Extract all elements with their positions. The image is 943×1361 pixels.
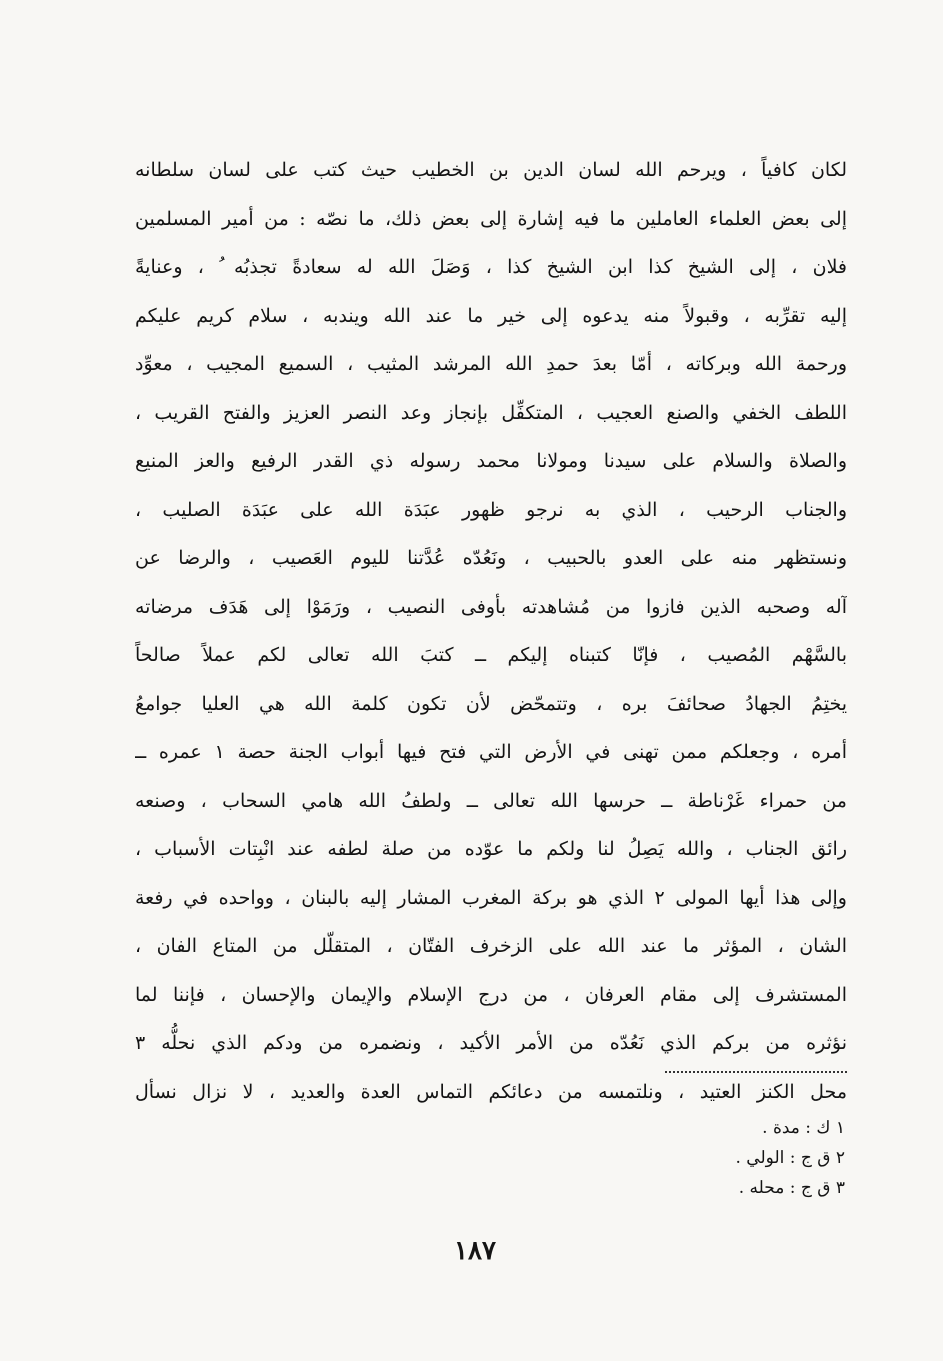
footnotes-block xyxy=(545,1113,845,1203)
text-line: والصلاة والسلام على سيدنا ومولانا محمد رسوله ذي القدر الرفيع والعز المنيع xyxy=(135,450,847,472)
text-line: ونستظهر منه على العدو بالحبيب ، ونَعُدّه عُدَّتنا لليوم العَصيب ، والرضا عن xyxy=(135,547,847,569)
text-line: إلى بعض العلماء العاملين ما فيه إشارة إلى بعض ذلك، ما نصّه : من أمير المسلمين xyxy=(135,207,847,230)
text-line: الشان ، المؤثر ما عند الله على الزخرف الفتّان ، المتقلّل من المتاع الفان ، xyxy=(135,935,847,957)
text-line: فلان ، إلى الشيخ كذا ابن الشيخ كذا ، وَصَلَ الله له سعادةً تجذبُه ُ ، وعنايةً xyxy=(135,256,847,278)
text-line: يختِمُ الجهادُ صحائفَ بره ، وتتمحّض لأن تكون كلمة الله هي العليا جوامعُ xyxy=(135,692,847,715)
text-line: نؤثره من بركم الذي نَعُدّه من الأمر الأكيد ، ونضمره من ودكم الذي نحلُّه ٣ xyxy=(135,1032,847,1054)
footnote-1: ١ ك : مدة . xyxy=(762,1118,845,1138)
text-line: اللطف الخفي والصنع العجيب ، المتكفِّل بإنجاز وعد النصر العزيز والفتح القريب ، xyxy=(135,401,847,424)
text-line: المستشرف إلى مقام العرفان ، من درج الإسلام والإيمان والإحسان ، فإننا لما xyxy=(135,983,847,1006)
main-text-block xyxy=(135,146,847,1116)
text-line: من حمراء غَرْناطة ــ حرسها الله تعالى ــ ولطفُ الله هامي السحاب ، وصنعه xyxy=(135,789,847,812)
text-line: رائق الجناب ، والله يَصِلُ لنا ولكم ما عوّده من صلة لطفه عند انْبِتات الأسباب ، xyxy=(135,838,847,860)
footnote-2: ٢ ق ج : الولي . xyxy=(735,1148,845,1168)
text-line: محل الكنز العتيد ، ونلتمسه من دعائكم التماس العدة والعديد ، لا نزال نسأل xyxy=(135,1080,847,1103)
text-line: إليه تقرِّبه ، وقبولاً منه يدعوه إلى خير ما عند الله ويندبه ، سلام كريم عليكم xyxy=(135,304,847,327)
page-number: ١٨٧ xyxy=(454,1236,496,1266)
footnote-3: ٣ ق ج : محله . xyxy=(738,1178,845,1198)
text-line: لكان كافياً ، ويرحم الله لسان الدين بن الخطيب حيث كتب على لسان سلطانه xyxy=(135,159,847,181)
text-line: أمره ، وجعلكم ممن تهنى في الأرض التي فتح فيها أبواب الجنة حصة ١ عمره ــ xyxy=(135,741,847,763)
text-line: بالسَّهْم المُصيب ، فإنّا كتبناه إليكم ــ كتبَ الله تعالى لكم عملاً صالحاً xyxy=(135,644,847,666)
text-line: آله وصحبه الذين فازوا من مُشاهدته بأوفى النصيب ، ورَمَوْا إلى هَدَف مرضاته xyxy=(135,595,847,618)
footnote-divider xyxy=(665,1071,847,1073)
text-line: ورحمة الله وبركاته ، أمّا بعدَ حمدِ الله المرشد المثيب ، السميع المجيب ، معوِّد xyxy=(135,353,847,375)
text-line: والجناب الرحيب ، الذي به نرجو ظهور عبَدَة الله على عبَدَة الصليب ، xyxy=(135,498,847,521)
text-line: وإلى هذا أيها المولى ٢ الذي هو بركة المغرب المشار إليه بالبنان ، وواحده في رفعة xyxy=(135,886,847,909)
